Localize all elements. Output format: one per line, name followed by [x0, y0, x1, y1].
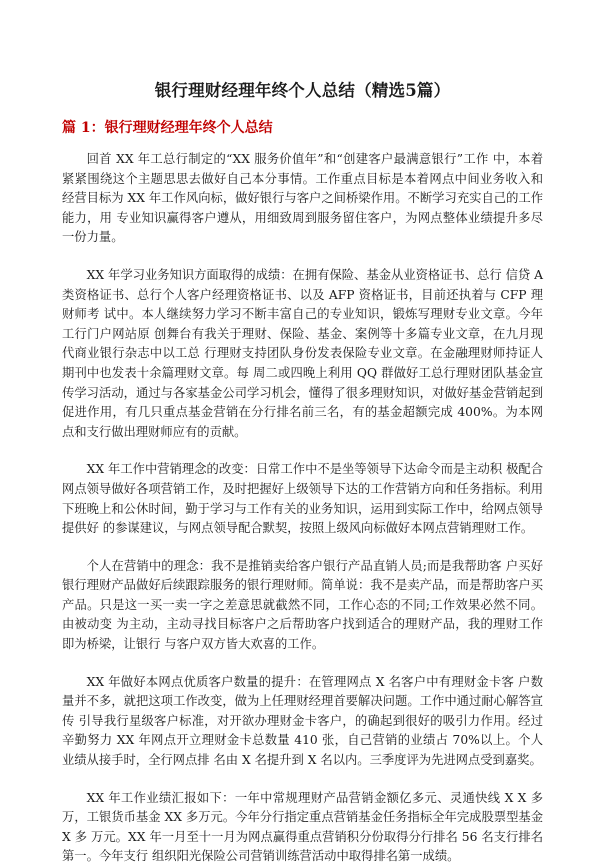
paragraph-4: 个人在营销中的理念：我不是推销卖给客户银行产品直销人员;而是我帮助客 户买好银行理财产品做好后续跟踪服务的银行理财师。简单说：我不是卖产品，而是帮助客户买 产品。只是这一买一卖一字之差意思就截然不同，工作心态的不同;工作效果必然不同。由被动变 为主动，主动寻找目标客户之后帮助客户找到适合的理财产品，我的理财工作即为桥梁，让银行 与客户双方皆大欢喜的工作。 [62, 558, 543, 652]
section-heading: 篇 1：银行理财经理年终个人总结 [62, 120, 273, 136]
paragraph-2: XX 年学习业务知识方面取得的成绩：在拥有保险、基金从业资格证书、总行 信贷 A 类资格证书、总行个人客户经理资格证书、以及 AFP 资格证书，目前还执着与 CFP 理财师考 试中。本人继续努力学习不断丰富自己的专业知识，锻炼写理财专业文章。今年工行门户网站原 创舞台有我关于理财、保险、基金、案例等十多篇专业文章，在九月现代商业银行杂志中以工总 行理财支持团队身份发表保险专业文章。在金融理财师持证人期刊中也发表十余篇理财文章。每 周二或四晚上利用 QQ 群做好工总行理财团队基金宣传学习活动，通过与各家基金公司学习机会，懂得了很多理财知识，对做好基金营销起到促进作用，有几只重点基金营销在分行排名前三名，有的基金超额完成 400%。为本网点和支行做出理财师应有的贡献。 [62, 267, 543, 439]
paragraph-6: XX 年工作业绩汇报如下：一年中常规理财产品营销金额亿多元、灵通快线 X X 多万，工银货币基金 XX 多万元。今年分行指定重点营销基金任务指标全年完成股票型基金 X 多 万元。XX 年一月至十一月为网点赢得重点营销积分份取得分行排名 56 名支行排名第一。今年支行 组织阳光保险公司营销训练营活动中取得排名第一成绩。 [62, 790, 543, 864]
paragraph-1: 回首 XX 年工总行制定的“XX 服务价值年”和“创建客户最满意银行”工作 中，本着紧紧围绕这个主题思思去做好自己本分事情。工作重点目标是本着网点中间业务收入和 经营目标为 XX 年工作风向标，做好银行与客户之间桥梁作用。不断学习充实自己的工作能力，用 专业知识赢得客户遵从，用细致周到服务留住客户，为网点整体业绩提升多尽一份力量。 [62, 152, 543, 245]
paragraph-3: XX 年工作中营销理念的改变：日常工作中不是坐等领导下达命令而是主动积 极配合网点领导做好各项营销工作，及时把握好上级领导下达的工作营销方向和任务指标。利用 下班晚上和公休时间，勤于学习与工作有关的业务知识，运用到实际工作中，给网点领导提供好 的参谋建议，与网点领导配合默契，按照上级风向标做好本网点营销理财工作。 [62, 462, 543, 536]
paragraph-5: XX 年做好本网点优质客户数量的提升：在管理网点 X 名客户中有理财金卡客 户数量并不多，就把这项工作改变，做为上任理财经理首要解决问题。工作中通过耐心解答宣传 引导我行星级客户标准，对开欲办理财金卡客户，的确起到很好的吸引力作用。经过辛勤努力 XX 年网点开立理财金卡总数量 410 张，自己营销的业绩占 70%以上。个人业绩从接手时，全行网点排 名由 X 名提升到 X 名以内。三季度评为先进网点受到嘉奖。 [62, 674, 543, 768]
document-title: 银行理财经理年终个人总结（精选5篇） [154, 81, 451, 100]
